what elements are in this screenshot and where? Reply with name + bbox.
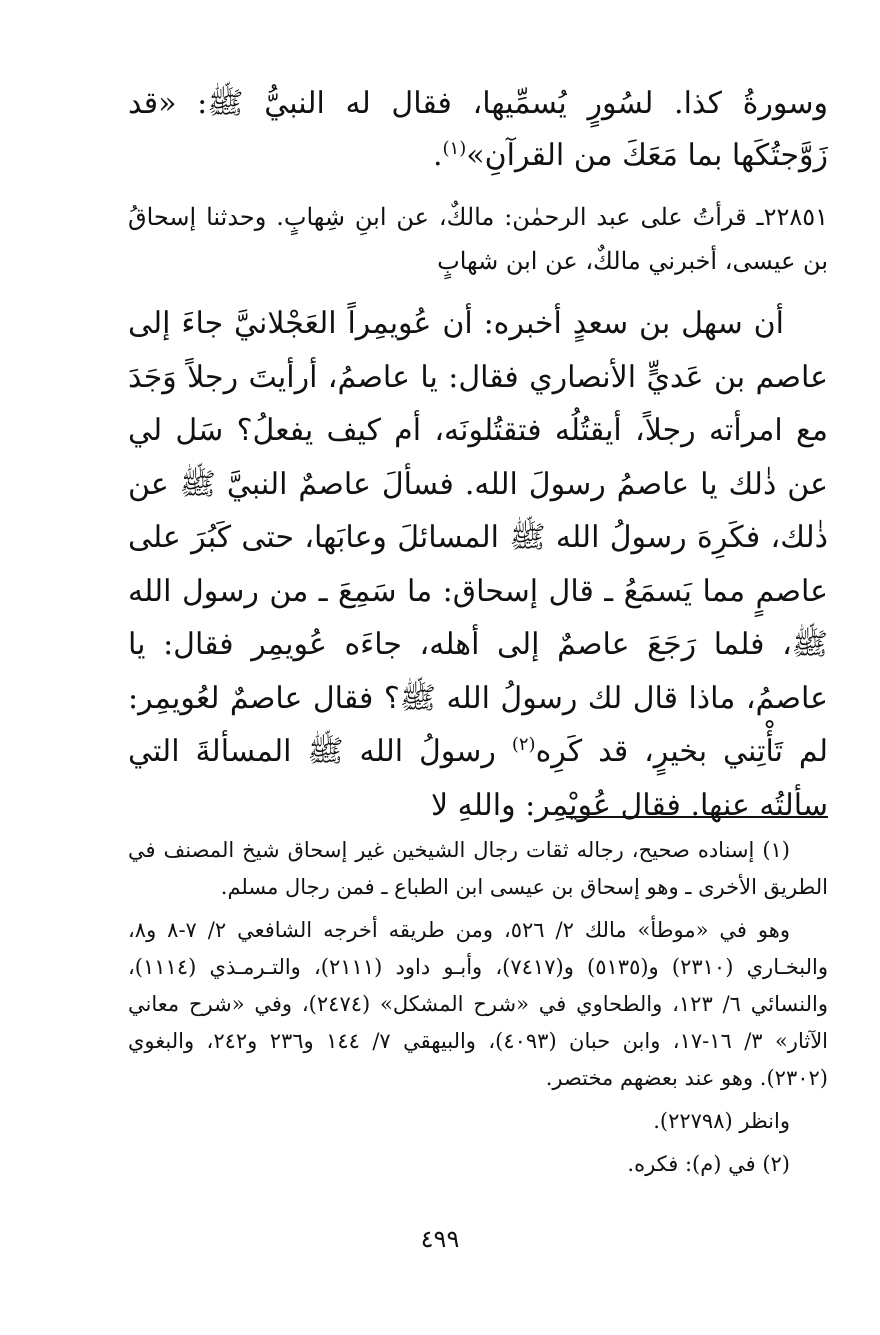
footnote-separator	[566, 816, 828, 818]
body-paragraph-continued: رسولُ الله ﷺ المسألةَ التي سألتُه عنها. فقال عُويْمِر: واللهِ لا	[128, 734, 828, 823]
main-text-body-paragraph	[128, 297, 828, 832]
footnote-marker-2: (٢)	[511, 734, 536, 755]
footnote-1: (١) إسناده صحيح، رجاله ثقات رجال الشيخين غير إسحاق شيخ المصنف في الطريق الأخرى ـ وهو إسحاق بن عيسى ابن الطباع ـ فمن رجال مسلم.	[128, 838, 828, 899]
page-number: ٤٩٩	[420, 1225, 460, 1253]
footnotes-section	[128, 832, 828, 1183]
top-paragraph-text: وسورةُ كذا. لسُورٍ يُسمِّيها، فقال له النبيُّ ﷺ: «قد زَوَّجتُكَها بما مَعَكَ من القرآنِ»	[128, 86, 828, 173]
footnote-2: (٢) في (م): فكره.	[627, 1152, 790, 1176]
main-text-top-paragraph	[128, 78, 828, 182]
hadith-isnad: ٢٢٨٥١ـ قرأتُ على عبد الرحمٰن: مالكٌ، عن ابنِ شِهابٍ. وحدثنا إسحاقُ بن عيسى، أخبرني مالكٌ، عن ابن شهابٍ	[128, 203, 829, 275]
footnote-marker-1: (١)	[442, 138, 467, 159]
top-paragraph-end: .	[432, 138, 443, 173]
body-paragraph-text: أن سهل بن سعدٍ أخبره: أن عُويمِراً العَجْلانيَّ جاءَ إلى عاصم بن عَديٍّ الأنصاري فقال: يا عاصمُ، أرأيتَ رجلاً وَجَدَ مع امرأته رجلاً، أيقتُلُه فتقتُلونَه، أم كيف يفعلُ؟ سَل لي عن ذٰلك يا عاصمُ رسولَ الله. فسألَ عاصمٌ النبيَّ ﷺ عن ذٰلك، فكَرِهَ رسولُ الله ﷺ المسائلَ وعابَها، حتى كَبُرَ على عاصمٍ مما يَسمَعُ ـ قال إسحاق: ما سَمِعَ ـ من رسول الله ﷺ، فلما رَجَعَ عاصمٌ إلى أهله، جاءَه عُويمِر فقال: يا عاصمُ، ماذا قال لك رسولُ الله ﷺ؟ فقال عاصمٌ لعُويمِر: لم تَأْتِني بخيرٍ، قد كَرِه	[128, 306, 828, 769]
footnote-1-see-also: وانظر (٢٢٧٩٨).	[653, 1109, 790, 1133]
footnote-1-sources: وهو في «موطأ» مالك ٢/ ٥٢٦، ومن طريقه أخرجه الشافعي ٢/ ٧-٨ و٨، والبخـاري (٢٣١٠) و(٥١٣٥) و(٧٤١٧)، وأبـو داود (٢١١١)، والتـرمـذي (١١١٤)، والنسائي ٦/ ١٢٣، والطحاوي في «شرح المشكل» (٢٤٧٤)، وفي «شرح معاني الآثار» ٣/ ١٦-١٧، وابن حبان (٤٠٩٣)، والبيهقي ٧/ ١٤٤ و٢٣٦ و٢٤٢، والبغوي (٢٣٠٢). وهو عند بعضهم مختصر.	[128, 918, 829, 1090]
